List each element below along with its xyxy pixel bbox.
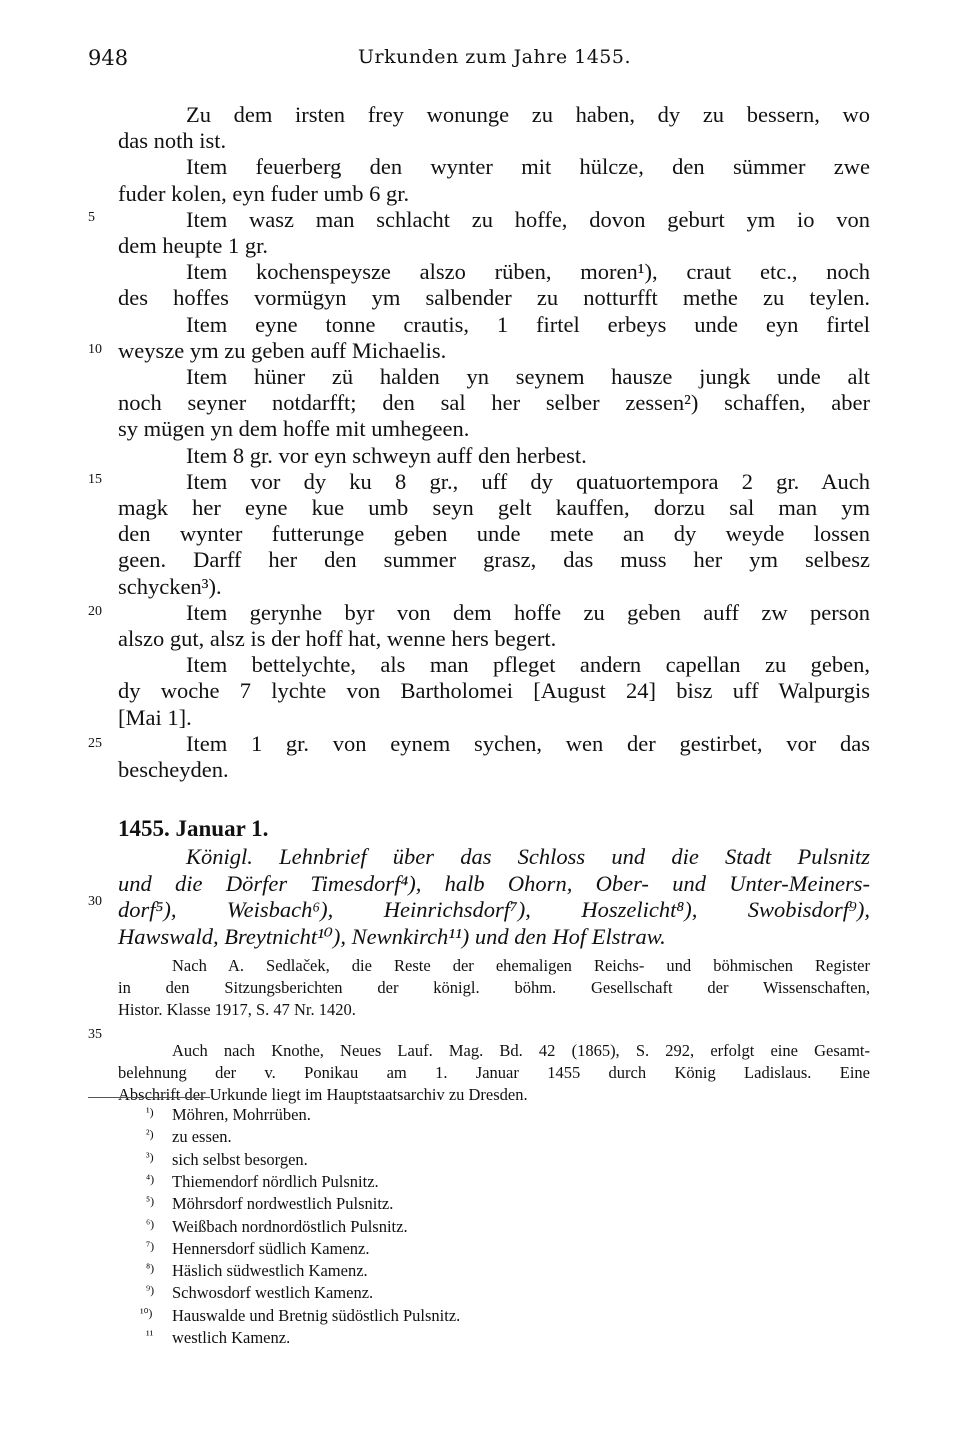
line-number: 30 bbox=[88, 894, 102, 909]
line-number: 10 bbox=[88, 342, 102, 357]
source-note-line: Nach A. Sedlaček, die Reste der ehemaligen Reichs- und böhmischen Register bbox=[172, 956, 870, 975]
source-note-line: Abschrift der Urkunde liegt im Hauptstaatsarchiv zu Dresden. bbox=[118, 1085, 528, 1104]
footnote-mark: ⁸) bbox=[146, 1261, 155, 1276]
text-line: Item gerynhe byr von dem hoffe zu geben auff zw person bbox=[186, 599, 870, 625]
text-line: sy mügen yn dem hoffe mit umhegeen. bbox=[118, 416, 470, 442]
running-title: Urkunden zum Jahre 1455. bbox=[358, 46, 632, 68]
line-number: 5 bbox=[88, 210, 95, 225]
regest-line: dorf⁵), Weisbach⁶), Heinrichsdorf⁷), Hoszelicht⁸), Swobisdorf⁹), bbox=[118, 897, 870, 922]
source-note-line: Histor. Klasse 1917, S. 47 Nr. 1420. bbox=[118, 1000, 356, 1019]
footnote-mark: ¹⁰) bbox=[140, 1305, 153, 1320]
footnote-mark: ⁴) bbox=[146, 1171, 155, 1186]
line-number: 15 bbox=[88, 472, 102, 487]
footnote-mark: ⁶) bbox=[146, 1216, 155, 1231]
text-line: Item vor dy ku 8 gr., uff dy quatuortempora 2 gr. Auch bbox=[186, 468, 870, 494]
footnote-text: zu essen. bbox=[172, 1127, 232, 1147]
footnote-text: Schwosdorf westlich Kamenz. bbox=[172, 1283, 374, 1303]
line-number: 25 bbox=[88, 736, 102, 751]
date-heading: 1455. Januar 1. bbox=[118, 816, 269, 841]
footnote-text: westlich Kamenz. bbox=[172, 1328, 291, 1347]
text-line: geen. Darff her den summer grasz, das muss her ym selbesz bbox=[118, 547, 870, 573]
text-line: [Mai 1]. bbox=[118, 704, 192, 730]
regest-line: Königl. Lehnbrief über das Schloss und die Stadt Pulsnitz bbox=[186, 844, 870, 869]
footnote-text: Möhren, Mohrrüben. bbox=[172, 1105, 311, 1124]
line-number: 20 bbox=[88, 604, 102, 619]
footnote-text: Thiemendorf nördlich Pulsnitz. bbox=[172, 1171, 379, 1191]
footnote-mark: ⁷) bbox=[146, 1238, 155, 1253]
footnote-mark: ¹¹ bbox=[146, 1328, 154, 1342]
page-number: 948 bbox=[88, 46, 129, 70]
footnote-text: Häslich südwestlich Kamenz. bbox=[172, 1261, 368, 1281]
footnote-mark: ⁹) bbox=[146, 1283, 155, 1298]
text-line: dem heupte 1 gr. bbox=[118, 233, 268, 258]
source-note-line: in den Sitzungsberichten der königl. böhm. Gesellschaft der Wissenschaften, bbox=[118, 978, 870, 997]
footnote-mark: ³) bbox=[146, 1149, 154, 1164]
text-line: Item hüner zü halden yn seynem hausze jungk unde alt bbox=[186, 364, 870, 389]
text-line: das noth ist. bbox=[118, 128, 227, 154]
source-note-line: Auch nach Knothe, Neues Lauf. Mag. Bd. 42 (1865), S. 292, erfolgt eine Gesamt- bbox=[172, 1041, 870, 1060]
footnote-text: Möhrsdorf nordwestlich Pulsnitz. bbox=[172, 1194, 394, 1214]
text-line: Item 1 gr. von eynem sychen, wen der gestirbet, vor das bbox=[186, 730, 870, 756]
regest-line: und die Dörfer Timesdorf⁴), halb Ohorn, Ober- und Unter-Meiners- bbox=[118, 870, 870, 896]
text-line: alszo gut, alsz is der hoff hat, wenne hers begert. bbox=[118, 626, 557, 651]
text-line: Item bettelychte, als man pfleget andern capellan zu geben, bbox=[186, 652, 870, 678]
text-line: weysze ym zu geben auff Michaelis. bbox=[118, 337, 447, 363]
text-line: magk her eyne kue umb seyn gelt kauffen, dorzu sal man ym bbox=[118, 495, 870, 520]
text-line: noch seyner notdarfft; den sal her selber zessen²) schaffen, aber bbox=[118, 390, 870, 416]
text-line: Item 8 gr. vor eyn schweyn auff den herbest. bbox=[186, 442, 587, 468]
footnote-rule bbox=[88, 1097, 210, 1098]
text-line: des hoffes vormügyn ym salbender zu notturfft methe zu teylen. bbox=[118, 285, 870, 311]
text-line: fuder kolen, eyn fuder umb 6 gr. bbox=[118, 180, 410, 206]
footnote-text: sich selbst besorgen. bbox=[172, 1149, 308, 1169]
footnote-mark: ⁵) bbox=[146, 1194, 155, 1209]
source-note-line: belehnung der v. Ponikau am 1. Januar 1455 durch König Ladislaus. Eine bbox=[118, 1063, 870, 1082]
footnote-text: Weißbach nordnordöstlich Pulsnitz. bbox=[172, 1216, 408, 1236]
text-line: Item wasz man schlacht zu hoffe, dovon geburt ym io von bbox=[186, 206, 870, 232]
text-line: Item eyne tonne crautis, 1 firtel erbeys unde eyn firtel bbox=[186, 311, 870, 337]
text-line: bescheyden. bbox=[118, 757, 229, 782]
regest-line: Hawswald, Breytnicht¹⁰), Newnkirch¹¹) und den Hof Elstraw. bbox=[118, 923, 666, 949]
text-line: dy woche 7 lychte von Bartholomei [August 24] bisz uff Walpurgis bbox=[118, 678, 870, 704]
line-number: 35 bbox=[88, 1027, 102, 1042]
text-line: Item feuerberg den wynter mit hülcze, den sümmer zwe bbox=[186, 154, 870, 180]
text-line: Zu dem irsten frey wonunge zu haben, dy zu bessern, wo bbox=[186, 102, 870, 127]
text-line: Item kochenspeysze alszo rüben, moren¹), craut etc., noch bbox=[186, 259, 870, 285]
footnote-text: Hennersdorf südlich Kamenz. bbox=[172, 1238, 370, 1258]
text-line: schycken³). bbox=[118, 573, 222, 599]
footnote-text: Hauswalde und Bretnig südöstlich Pulsnitz. bbox=[172, 1305, 461, 1325]
footnote-mark: ²) bbox=[146, 1127, 154, 1142]
footnote-mark: ¹) bbox=[146, 1105, 154, 1119]
text-line: den wynter futterunge geben unde mete an dy weyde lossen bbox=[118, 521, 870, 547]
